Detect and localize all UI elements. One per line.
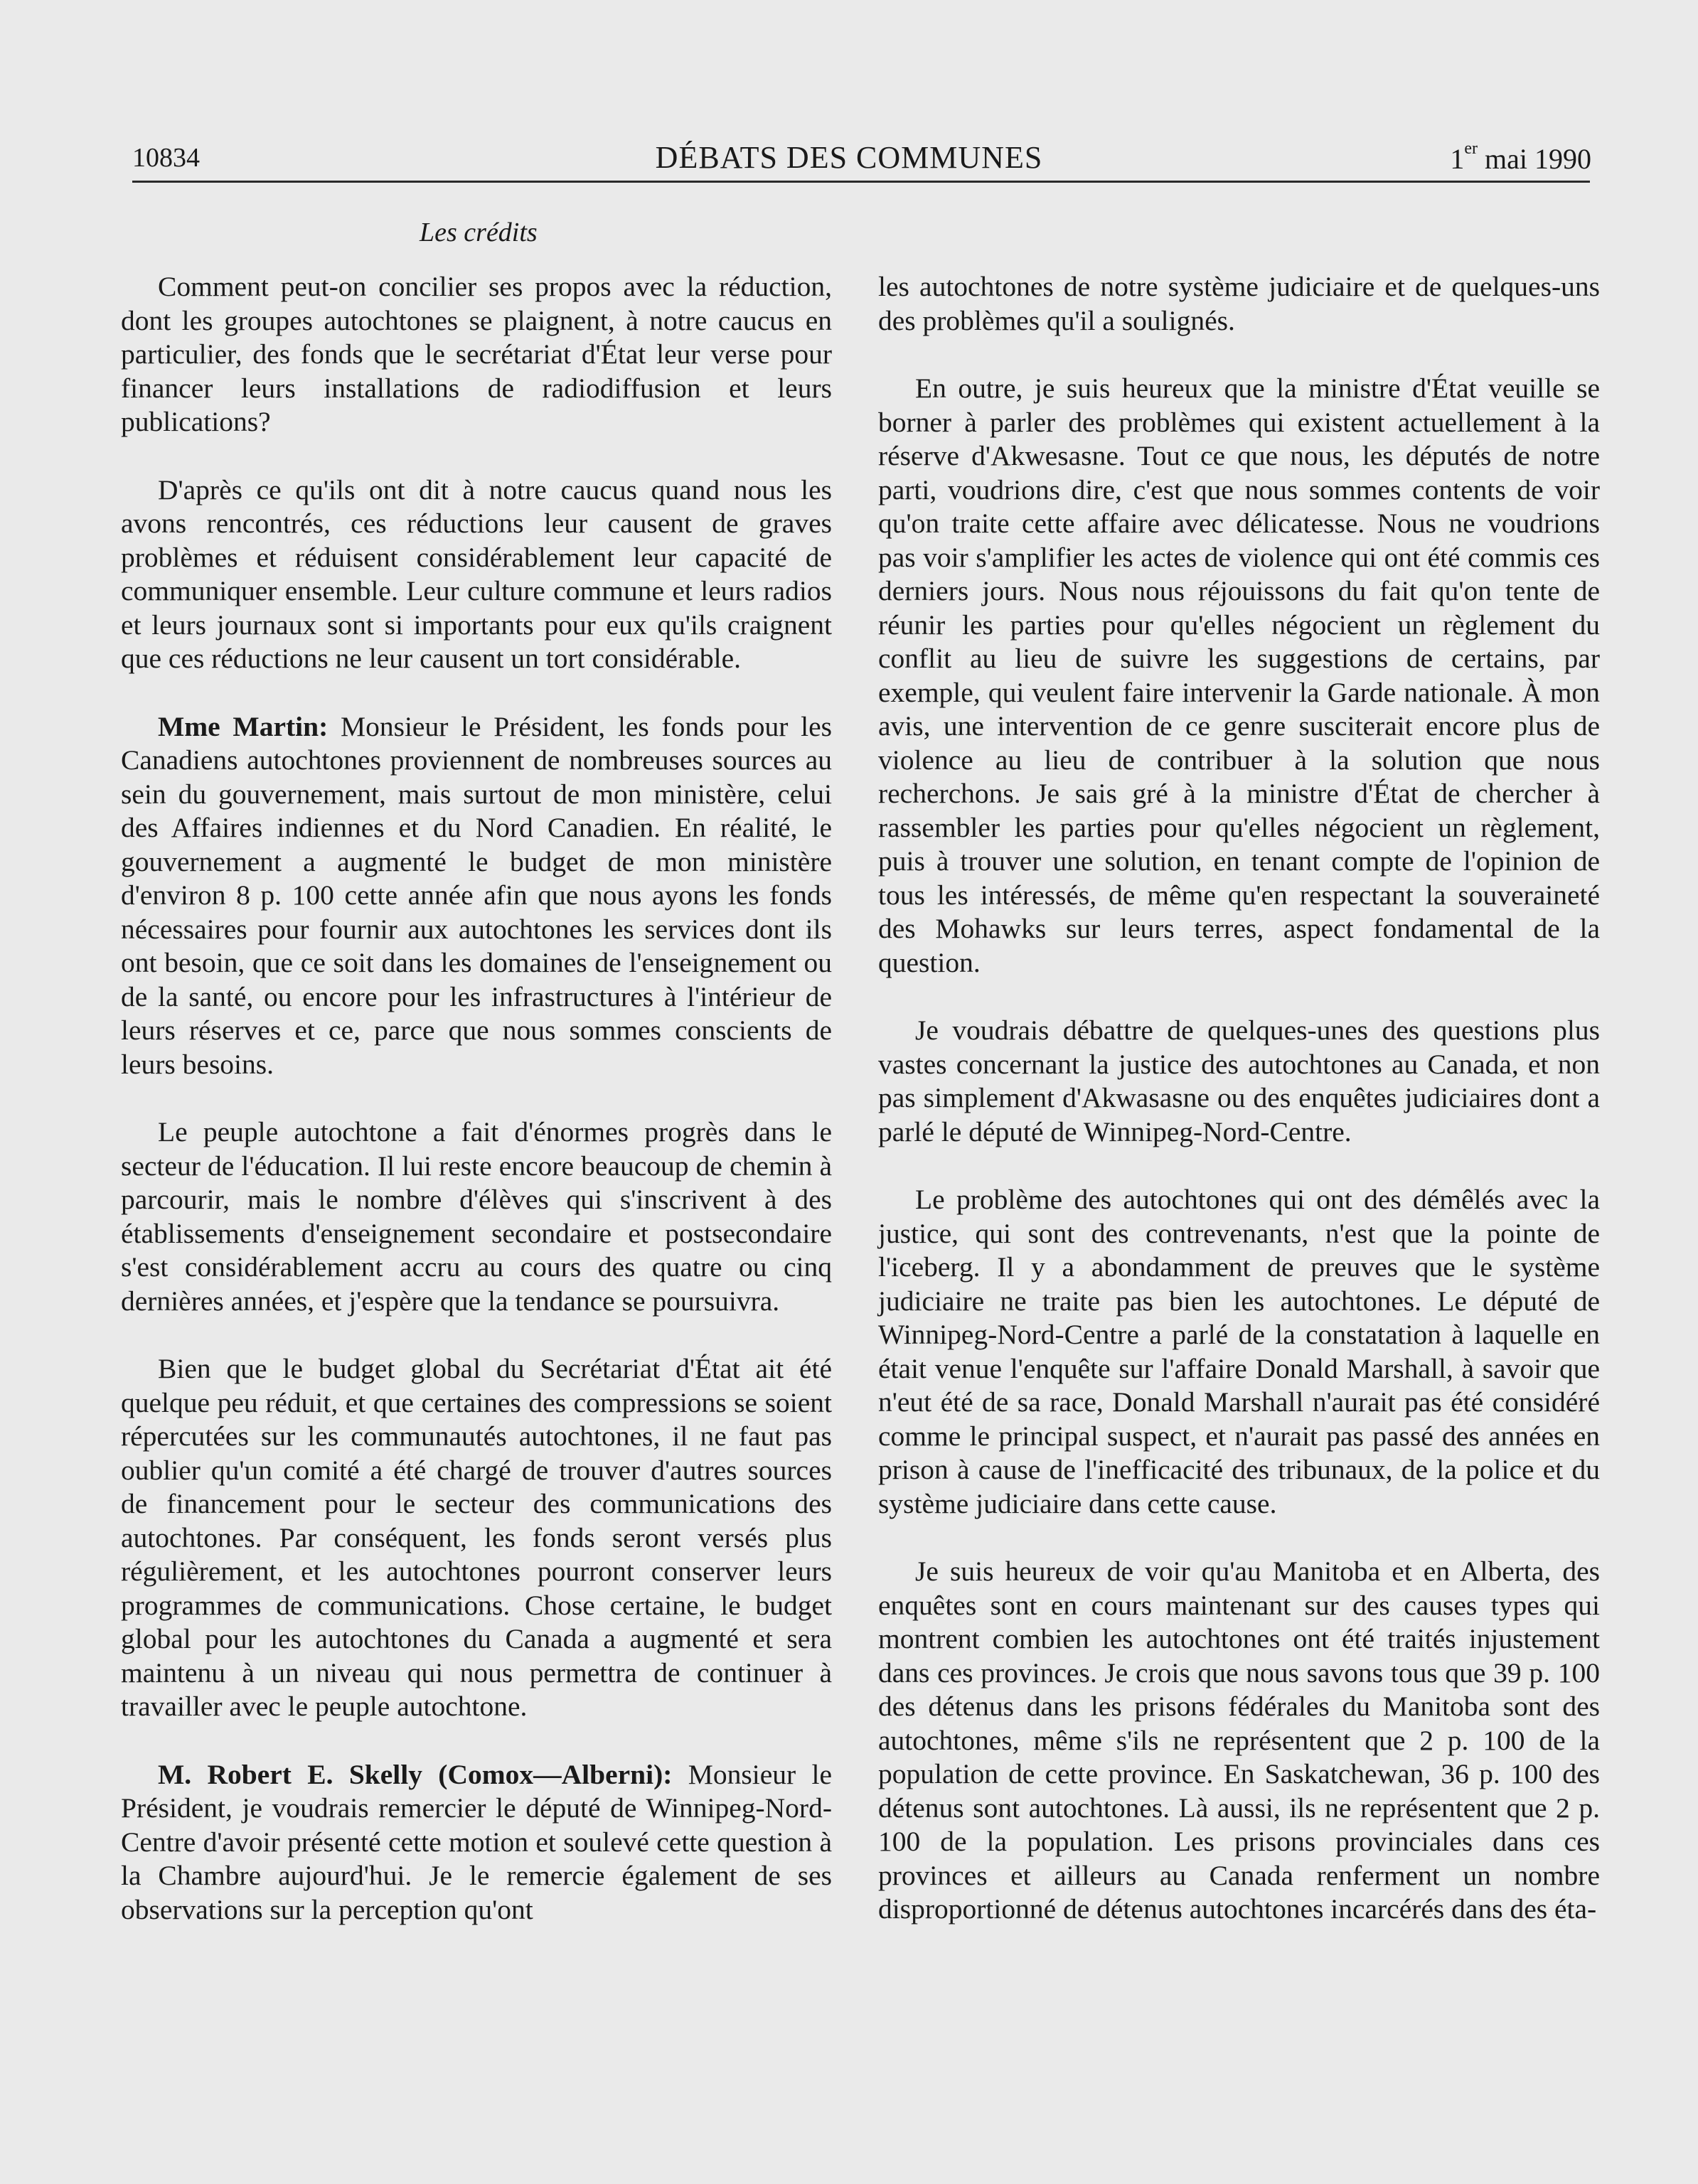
paragraph <box>121 1758 832 1927</box>
section-title: Les crédits <box>420 218 538 247</box>
paragraph: les autochtones de notre système judiciaire et de quelques-uns des problèmes qu'il a soulignés. <box>878 271 1600 336</box>
paragraph: En outre, je suis heureux que la ministre d'État veuille se borner à parler des problèmes qui existent actuellement à la réserve d'Akwesasne. Tout ce que nous, les députés de notre parti, voudrions dire, c'est que nous sommes contents de voir qu'on traite cette affaire avec délicatesse. Nous ne voudrions pas voir s'amplifier les actes de violence qui ont été commis ces derniers jours. Nous nous réjouissons du fait qu'on tente de réunir les parties pour qu'elles négocient un règlement du conflit au lieu de suivre les suggestions de certains, par exemple, qui veulent faire intervenir la Garde nationale. À mon avis, une intervention de ce genre susciterait encore plus de violence au lieu de contribuer à la solution que nous recherchons. Je sais gré à la ministre d'État de chercher à rassembler les parties pour qu'elles négocient un règlement, puis à trouver une solution, en tenant compte de l'opinion de tous les intéressés, de même qu'en respectant la souveraineté des Mohawks sur leurs terres, aspect fondamental de la question. <box>878 373 1600 978</box>
date-day: 1 <box>1450 143 1465 175</box>
date-superscript: er <box>1464 139 1478 158</box>
paragraph <box>121 710 832 1082</box>
right-column <box>878 270 1600 1927</box>
paragraph: Le peuple autochtone a fait d'énormes progrès dans le secteur de l'éducation. Il lui reste encore beaucoup de chemin à parcourir, mais le nombre d'élèves qui s'inscrivent à des établissements d'enseignement secondaire et postsecondaire s'est considérablement accru au cours des quatre ou cinq dernières années, et j'espère que la tendance se poursuivra. <box>121 1116 832 1317</box>
paragraph: D'après ce qu'ils ont dit à notre caucus quand nous les avons rencontrés, ces réductions leur causent de graves problèmes et réduisent considérablement leur capacité de communiquer ensemble. Leur culture commune et leurs radios et leurs journaux sont si importants pour eux qu'ils craignent que ces réductions ne leur causent un tort considérable. <box>121 473 832 674</box>
publication-date <box>1450 139 1591 176</box>
left-column <box>121 270 832 1927</box>
speech-text: Monsieur le Président, les fonds pour les Canadiens autochtones proviennent de nombreuses sources au sein du gouvernement, mais surtout de mon ministère, celui des Affaires indiennes et du Nord Canadien. En réalité, le gouvernement a augmenté le budget de mon ministère d'environ 8 p. 100 cette année afin que nous ayons les fonds nécessaires pour fournir aux autochtones les services dont ils ont besoin, que ce soit dans les domaines de l'enseignement ou de la santé, ou encore pour les infrastructures à l'intérieur de leurs réserves et ce, parce que nous sommes conscients de leurs besoins. <box>121 710 832 1080</box>
paragraph: Bien que le budget global du Secrétariat d'État ait été quelque peu réduit, et que certaines des compressions se soient répercutées sur les communautés autochtones, il ne faut pas oublier qu'un comité a été chargé de trouver d'autres sources de financement pour le secteur des communications des autochtones. Par conséquent, les fonds seront versés plus régulièrement, et les autochtones pourront conserver leurs programmes de communications. Chose certaine, le budget global pour les autochtones du Canada a augmenté et sera maintenu à un niveau qui nous permettra de continuer à travailler avec le peuple autochtone. <box>121 1353 832 1722</box>
speech-text: Monsieur le Président, je voudrais remercier le député de Winnipeg-Nord-Centre d'avoir présenté cette motion et soulevé cette question à la Chambre aujourd'hui. Je le remercie également de ses observations sur la perception qu'ont <box>121 1758 832 1925</box>
paragraph: Je voudrais débattre de quelques-unes des questions plus vastes concernant la justice des autochtones au Canada, et non pas simplement d'Akwasasne ou des enquêtes judiciaires dont a parlé le député de Winnipeg-Nord-Centre. <box>878 1015 1600 1147</box>
page-number: 10834 <box>132 143 200 173</box>
paragraph: Le problème des autochtones qui ont des démêlés avec la justice, qui sont des contrevenants, n'est que la pointe de l'iceberg. Il y a abondamment de preuves que le système judiciaire ne traite pas bien les autochtones. Le député de Winnipeg-Nord-Centre a parlé de la constatation à laquelle en était venue l'enquête sur l'affaire Donald Marshall, à savoir que n'eut été de sa race, Donald Marshall n'aurait pas été considéré comme le principal suspect, et n'aurait pas passé des années en prison à cause de l'inefficacité des tribunaux, de la police et du système judiciaire dans cette cause. <box>878 1184 1600 1519</box>
header-rule <box>132 181 1590 183</box>
paragraph: Comment peut-on concilier ses propos avec la réduction, dont les groupes autochtones se plaignent, à notre caucus en particulier, des fonds que le secrétariat d'État leur verse pour financer leurs installations de radiodiffusion et leurs publications? <box>121 271 832 437</box>
date-month-year: mai 1990 <box>1478 143 1591 175</box>
speaker-name: Mme Martin: <box>158 710 329 742</box>
speaker-name: M. Robert E. Skelly (Comox—Alberni): <box>158 1758 673 1790</box>
publication-title: DÉBATS DES COMMUNES <box>655 140 1043 175</box>
paragraph: Je suis heureux de voir qu'au Manitoba et en Alberta, des enquêtes sont en cours maintenant sur des causes types qui montrent combien les autochtones ont été traités injustement dans ces provinces. Je crois que nous savons tous que 39 p. 100 des détenus dans les prisons fédérales du Manitoba sont des autochtones, même s'ils ne représentent que 2 p. 100 de la population de cette province. En Saskatchewan, 36 p. 100 des détenus sont autochtones. Là aussi, ils ne représentent que 2 p. 100 de la population. Les prisons provinciales dans ces provinces et ailleurs au Canada renferment un nombre disproportionné de détenus autochtones incarcérés dans des éta- <box>878 1556 1600 1925</box>
